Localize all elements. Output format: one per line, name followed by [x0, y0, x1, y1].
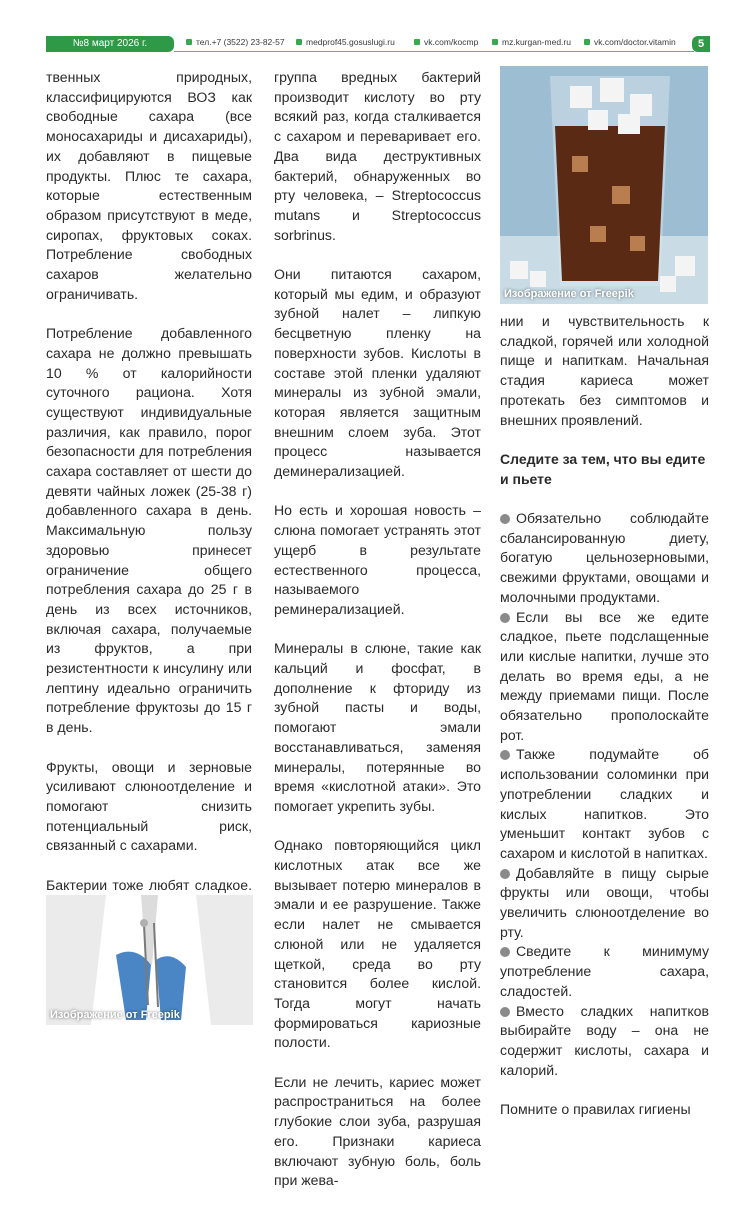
list-item-text: Вместо сладких напитков выбирайте воду – она не содержит кислоты, сахара и калорий.: [500, 1002, 709, 1078]
paragraph: группа вредных бактерий производит кислоту во рту всякий раз, когда сталкивается с сахаром и переваривает его. Два вида деструктивных бактерий, обнаруженных во рту человека, – Streptococcus mutans и Streptococcus sorbrinus.: [274, 69, 481, 243]
column-1: [46, 68, 252, 1014]
list-item: [500, 509, 709, 608]
list-item-text: Добавляйте в пищу сырые фрукты или овощи, чтобы увеличить слюноотделение во рту.: [500, 864, 709, 940]
phone-text: тел.+7 (3522) 23-82-57: [196, 37, 285, 47]
paragraph: Бактерии тоже любят сладкое.: [46, 876, 252, 893]
column-3: [500, 312, 709, 1139]
header-site2[interactable]: [492, 36, 571, 48]
page-header: [46, 36, 710, 52]
paragraph: Фрукты, овощи и зерновые усиливают слюноотделение и помогают снизить потенциальный риск, связанный с сахарами.: [46, 758, 252, 854]
bullet-icon: [500, 1007, 510, 1017]
vk1-text[interactable]: vk.com/kocmp: [424, 37, 479, 47]
paragraph: Если не лечить, кариес может распространиться на более глубокие слои зуба, разрушая его. Признаки кариеса включают зубную боль, боль при жева-: [274, 1073, 481, 1189]
paragraph: Однако повторяющийся цикл кислотных атак все же вызывает потерю минералов в эмали и ее разрушение. Также если налет не смывается слюной или не удаляется щеткой, среда во рту становится более кислой. Тогда могут начать формироваться кариозные полости.: [274, 837, 481, 1051]
soda-sugar-photo: [500, 66, 708, 304]
soda-glass-illustration: [500, 66, 708, 304]
list-item: [500, 1002, 709, 1081]
column-2: [274, 68, 481, 1211]
list-item: [500, 942, 709, 1001]
paragraph: Они питаются сахаром, который мы едим, и образуют зубной налет – липкую бесцветную пленку на поверхности зубов. Кислоты в составе этой пленки удаляют минералы из зубной эмали, которая является защитным внешним слоем зуба. Этот процесс называется деминерализацией.: [274, 266, 481, 480]
bullet-icon: [500, 947, 510, 957]
header-contacts: [186, 36, 686, 50]
paragraph: Но есть и хорошая новость – слюна помогает устранять этот ущерб в результате естественного процесса, называемого реминерализацией.: [274, 502, 481, 617]
bullet-icon: [584, 39, 590, 45]
vk2-text[interactable]: vk.com/doctor.vitamin: [594, 37, 676, 47]
paragraph: нии и чувствительность к сладкой, горячей или холодной пище и напиткам. Начальная стадия кариеса может протекать без симптомов и внешних проявлений.: [500, 313, 709, 428]
bullet-icon: [186, 39, 192, 45]
list-item: [500, 745, 709, 863]
photo-caption: Изображение от Freepik: [50, 1009, 180, 1021]
list-item: [500, 608, 709, 746]
page-number: 5: [692, 36, 710, 52]
header-site1[interactable]: [296, 36, 395, 48]
bullet-icon: [296, 39, 302, 45]
paragraph: Минералы в слюне, такие как кальций и фосфат, в дополнение к фториду из зубной пасты и воды, помогают эмали восстанавливаться, заменяя минералы, потерянные во время «кислотной атаки». Это помогает укрепить зубы.: [274, 640, 481, 814]
paragraph: Помните о правилах гигиены: [500, 1101, 691, 1118]
advice-list: [500, 509, 709, 1080]
list-item: [500, 864, 709, 943]
site2-text[interactable]: mz.kurgan-med.ru: [502, 37, 571, 47]
section-heading: Следите за тем, что вы едите и пьете: [500, 450, 706, 487]
list-item-text: Также подумайте об использовании соломинки при употреблении сладких и кислых напитков. Это уменьшит контакт зубов с сахаром и кислотой в напитках.: [500, 746, 709, 861]
header-vk2[interactable]: [584, 36, 676, 48]
header-phone: [186, 36, 285, 48]
photo-caption: Изображение от Freepik: [504, 288, 634, 300]
bullet-icon: [500, 869, 510, 879]
bullet-icon: [500, 514, 510, 524]
list-item-text: Обязательно соблюдайте сбалансированную диету, богатую цельнозерновыми, свежими фруктами, овощами и молочными продуктами.: [500, 510, 709, 605]
paragraph: твенных природных, классифицируются ВОЗ как свободные сахара (все моносахариды и дисахариды), их добавляют в пищевые продукты. Плюс те сахара, которые естественным образом присутствуют в меде, сиропах, фруктовых соках. Потребление свободных сахаров желательно ограничивать.: [46, 69, 252, 302]
list-item-text: Если вы все же едите сладкое, пьете подслащенные или кислые напитки, лучше это делать во время еды, а не между приемами пищи. После обязательно прополоскайте рот.: [500, 608, 709, 743]
issue-label: №8 март 2026 г.: [46, 36, 174, 52]
paragraph: Потребление добавленного сахара не должно превышать 10 % от калорийности суточного рациона. Хотя существуют индивидуальные различия, как правило, порог безопасности для потребления сахара составляет от шести до девяти чайных ложек (25-38 г) добавленного сахара в день. Максимальную пользу здоровью принесет ограничение общего потребления сахара до 25 г в день из всех источников, включая сахара, получаемые из фруктов, а при резистентности к инсулину или лептину идеально ограничить потребление фруктозы до 15 г в день.: [46, 325, 252, 736]
doctor-illustration: [46, 895, 253, 1025]
list-item-text: Сведите к минимуму употребление сахара, сладостей.: [500, 943, 709, 999]
bullet-icon: [500, 613, 510, 623]
bullet-icon: [492, 39, 498, 45]
site1-text[interactable]: medprof45.gosuslugi.ru: [306, 37, 395, 47]
bullet-icon: [500, 750, 510, 760]
header-vk1[interactable]: [414, 36, 478, 48]
bullet-icon: [414, 39, 420, 45]
header-divider: [174, 51, 694, 52]
doctor-photo: [46, 895, 253, 1025]
